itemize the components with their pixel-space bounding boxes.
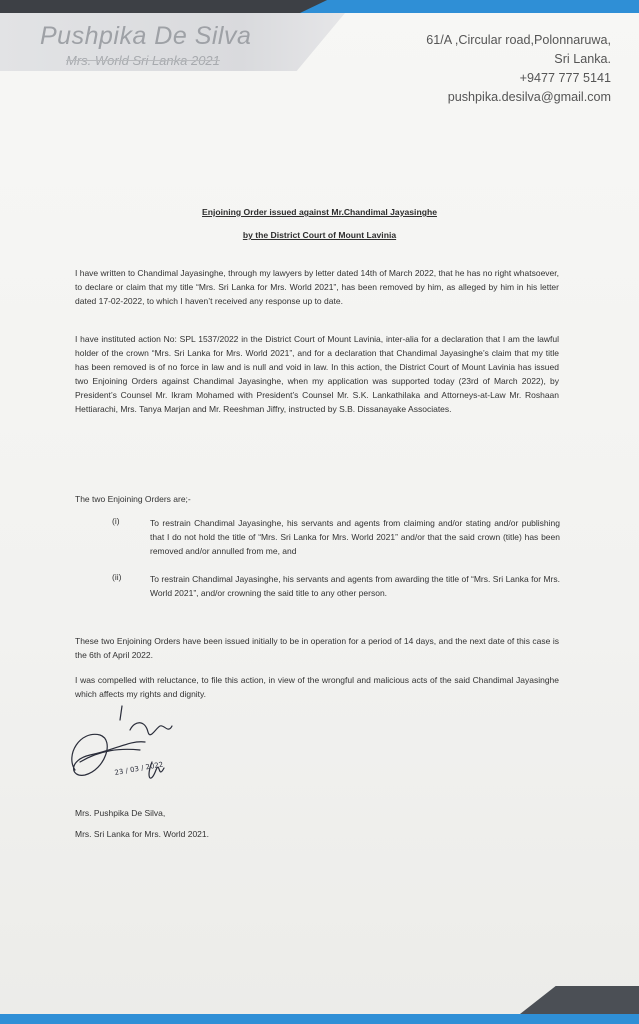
paragraph-2: I have instituted action No: SPL 1537/2022 in the District Court of Mount Lavinia, inter-alia for a declaration that I am the lawful holder of the crown “Mrs. Sri Lanka for Mrs. World 2021”, and for a declaration that Chandimal Jayasinghe’s claim that my title has been removed is of no force in law and is null and void in law. In this action, the District Court of Mount Lavinia has issued two Enjoining Orders against Chandimal Jayasinghe, when my application was supported today (23rd of March 2022), by President’s Counsel Mr. Ikram Mohamed with President’s Counsel Mr. S.K. Lankathilaka and Attorneys-at-Law Mr. Roshaan Hettiarachi, Mrs. Tanya Marjan and Mr. Reeshman Jiffry, instructed by S.B. Dissanayake Associates. bbox=[75, 334, 559, 414]
phone-number: +9477 777 5141 bbox=[519, 71, 611, 85]
header-blue-band bbox=[300, 0, 639, 13]
address-line-1: 61/A ,Circular road,Polonnaruwa, bbox=[426, 33, 611, 47]
order-number: (i) bbox=[112, 516, 120, 526]
footer-dark-band bbox=[520, 986, 639, 1014]
order-text: To restrain Chandimal Jayasinghe, his servants and agents from claiming and/or stating and/or publishing that I do not hold the title of “Mrs. Sri Lanka for Mrs. World 2021” and/or that the said crown (title) has been removed and/or annulled from me, and bbox=[150, 518, 560, 556]
letterhead-name: Pushpika De Silva bbox=[40, 22, 252, 50]
signature-date: 23 / 03 / 2022 bbox=[113, 760, 164, 777]
orders-intro: The two Enjoining Orders are;- bbox=[75, 494, 191, 504]
letterhead-subtitle: Mrs. World Sri Lanka 2021 bbox=[66, 53, 220, 68]
document-title-line-2: by the District Court of Mount Lavinia bbox=[242, 230, 397, 240]
order-number: (ii) bbox=[112, 572, 122, 582]
address-line-2: Sri Lanka. bbox=[554, 52, 611, 66]
paragraph-4: I was compelled with reluctance, to file this action, in view of the wrongful and malicious acts of the said Chandimal Jayasinghe which affects my rights and dignity. bbox=[75, 675, 559, 699]
footer-blue-band bbox=[0, 1014, 639, 1024]
email-address: pushpika.desilva@gmail.com bbox=[447, 90, 611, 104]
paragraph-1: I have written to Chandimal Jayasinghe, through my lawyers by letter dated 14th of March 2022, that he has no right whatsoever, to declare or claim that my title “Mrs. Sri Lanka for Mrs. World 2021”, has been removed by him, as alleged by him in his letter dated 17-02-2022, to which I haven’t received any response up to date. bbox=[75, 268, 559, 306]
order-text: To restrain Chandimal Jayasinghe, his servants and agents from awarding the title of “Mrs. Sri Lanka for Mrs. World 2021”, and/or crowning the said title to any other person. bbox=[150, 574, 560, 598]
signatory-title: Mrs. Sri Lanka for Mrs. World 2021. bbox=[75, 829, 209, 839]
document-title-line-1: Enjoining Order issued against Mr.Chandimal Jayasinghe bbox=[202, 207, 437, 217]
handwritten-signature bbox=[60, 700, 220, 795]
letterhead-contact bbox=[351, 31, 611, 107]
paragraph-3: These two Enjoining Orders have been issued initially to be in operation for a period of 14 days, and the next date of this case is the 6th of April 2022. bbox=[75, 636, 559, 660]
signatory-name: Mrs. Pushpika De Silva, bbox=[75, 808, 166, 818]
